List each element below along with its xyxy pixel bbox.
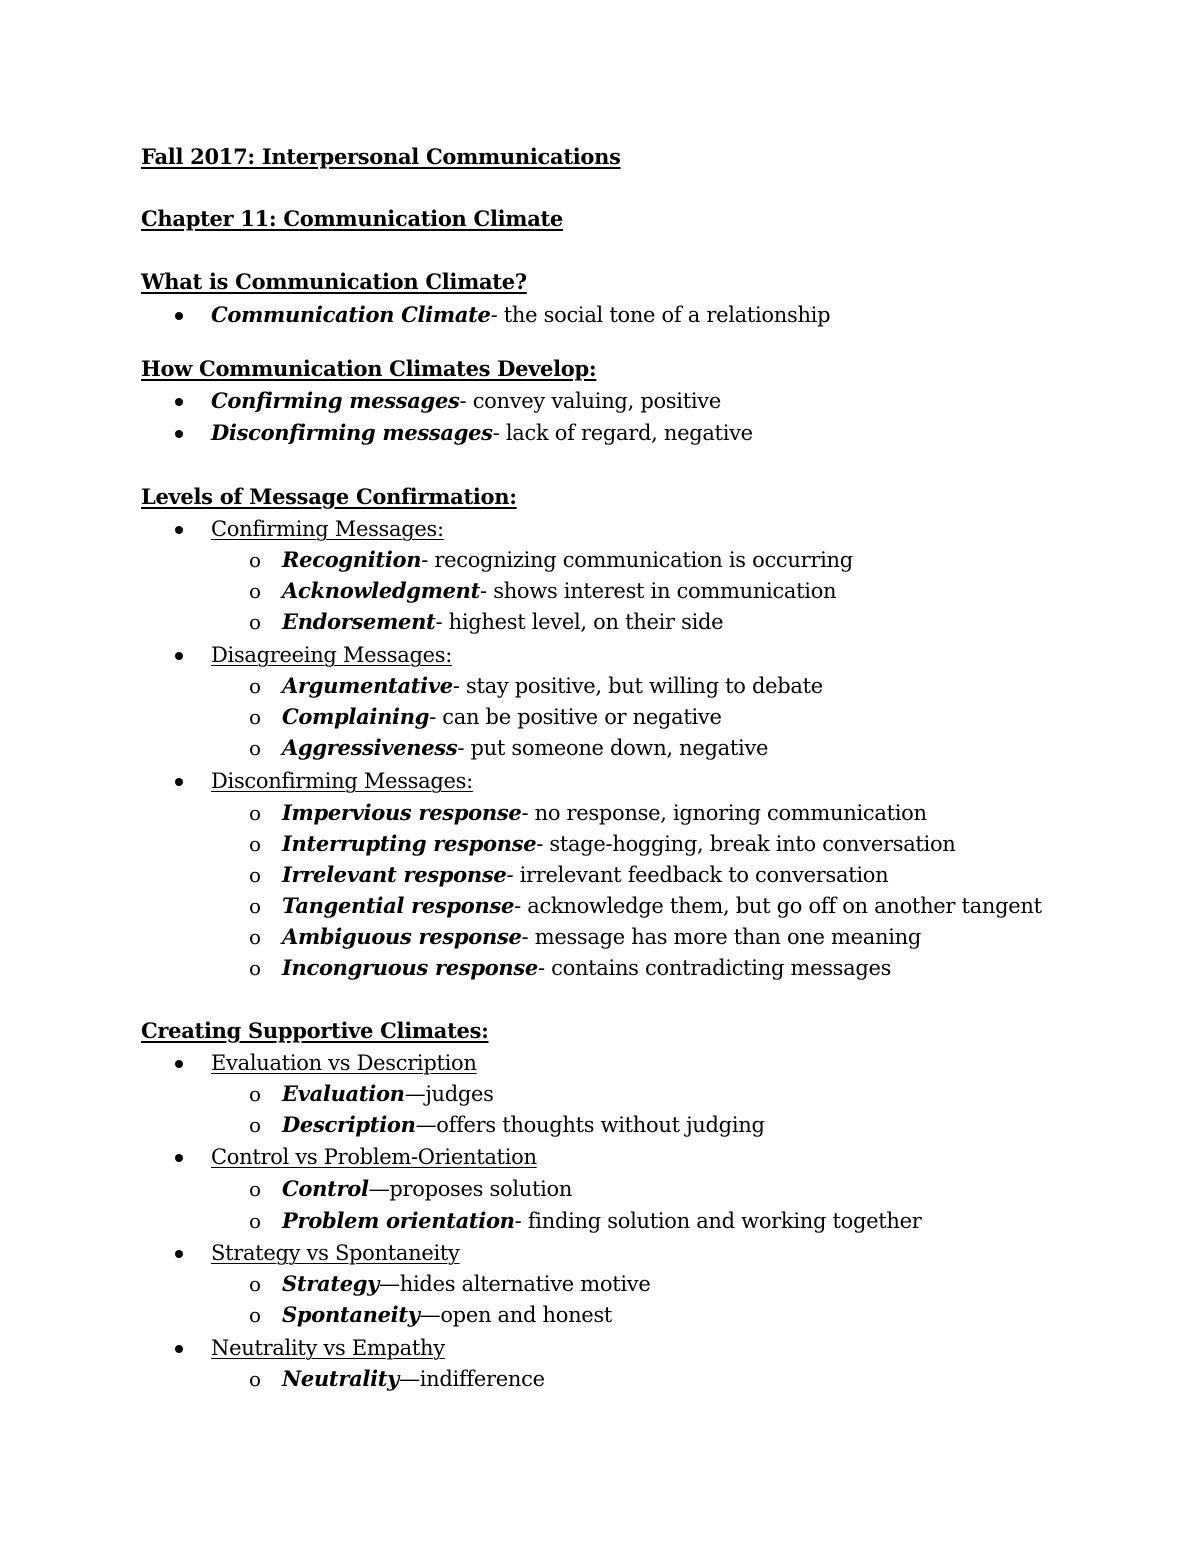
definition: - no response, ignoring communication bbox=[521, 801, 927, 825]
circle-bullet-icon: o bbox=[249, 1303, 261, 1327]
definition: - acknowledge them, but go off on another tangent bbox=[514, 894, 1042, 918]
circle-bullet-icon: o bbox=[249, 832, 261, 856]
term: Tangential response bbox=[282, 893, 515, 918]
definition: - put someone down, negative bbox=[457, 736, 769, 760]
circle-bullet-icon: o bbox=[249, 1272, 261, 1296]
term: Neutrality bbox=[282, 1366, 400, 1391]
definition: —offers thoughts without judging bbox=[415, 1113, 765, 1137]
section-heading: How Communication Climates Develop: bbox=[141, 356, 597, 381]
term: Problem orientation bbox=[282, 1208, 515, 1233]
bullet-icon bbox=[175, 312, 183, 320]
circle-bullet-icon: o bbox=[249, 863, 261, 887]
document-page: Fall 2017: Interpersonal Communications Chapter 11: Communication Climate What is Communication Climate? Communication Climate- the social tone of a relationship How Communication Climates Develop: Confirming messages- convey valuing, positive Disconfirming messages- lack of regard, negative Levels of Message Confirmation: Confirming Messages: o Recognition- recognizing communication is occurring o Acknowledgment- shows interest in communication o Endorsement- highest level, on their side Disagreeing Messages: o Argumentative- stay positive, but willing to debate o Complaining- can be positive or negative o Aggressiveness- put someone down, negative Disconfirming Messages: o Impervious response- no response, ignoring communication o Interrupting response- stage-hogging, break into conversation o Irrelevant response- irrelevant feedback to conversation o Tangential response- acknowledge them, but go off on another tangent o Ambiguous response- message has more than one meaning o Incongruous response- contains contradicting messages Creating Supportive Climates: Evaluation vs Description o Evaluation—judges o Description—offers thoughts without judging Control vs Problem-Orientation o Control—proposes solution o Problem orientation- finding solution and working together Strategy vs Spontaneity o Strategy—hides alternative motive o Spontaneity—open and honest Neutrality vs Empathy o Neutrality—indifference bbox=[141, 144, 1042, 1391]
bullet-icon bbox=[175, 1345, 183, 1353]
term: Confirming messages bbox=[211, 388, 460, 413]
course-title: Fall 2017: Interpersonal Communications bbox=[141, 144, 621, 169]
circle-bullet-icon: o bbox=[249, 1209, 261, 1233]
circle-bullet-icon: o bbox=[249, 1082, 261, 1106]
definition: - shows interest in communication bbox=[480, 579, 837, 603]
circle-bullet-icon: o bbox=[249, 956, 261, 980]
term: Interrupting response bbox=[282, 831, 537, 856]
term: Irrelevant response bbox=[282, 862, 507, 887]
circle-bullet-icon: o bbox=[249, 1367, 261, 1391]
section-heading: Creating Supportive Climates: bbox=[141, 1018, 489, 1043]
term: Control bbox=[282, 1176, 369, 1201]
definition: —proposes solution bbox=[368, 1177, 573, 1201]
circle-bullet-icon: o bbox=[249, 736, 261, 760]
circle-bullet-icon: o bbox=[249, 894, 261, 918]
term: Evaluation bbox=[282, 1081, 405, 1106]
definition: - lack of regard, negative bbox=[492, 421, 753, 445]
term: Argumentative bbox=[282, 673, 453, 698]
definition: - highest level, on their side bbox=[435, 610, 724, 634]
definition: - message has more than one meaning bbox=[521, 925, 921, 949]
bullet-icon bbox=[175, 778, 183, 786]
term: Endorsement bbox=[282, 609, 436, 634]
term: Disconfirming messages bbox=[211, 420, 493, 445]
bullet-icon bbox=[175, 652, 183, 660]
definition: - finding solution and working together bbox=[514, 1209, 922, 1233]
term: Complaining bbox=[282, 704, 430, 729]
circle-bullet-icon: o bbox=[249, 1113, 261, 1137]
bullet-icon bbox=[175, 1250, 183, 1258]
circle-bullet-icon: o bbox=[249, 925, 261, 949]
definition: —judges bbox=[404, 1082, 494, 1106]
section-heading: Levels of Message Confirmation: bbox=[141, 484, 517, 509]
bullet-icon bbox=[175, 398, 183, 406]
section-heading: What is Communication Climate? bbox=[141, 269, 527, 294]
circle-bullet-icon: o bbox=[249, 674, 261, 698]
definition: - stay positive, but willing to debate bbox=[452, 674, 823, 698]
term: Impervious response bbox=[282, 800, 522, 825]
definition: - convey valuing, positive bbox=[459, 389, 721, 413]
definition: - can be positive or negative bbox=[429, 705, 722, 729]
definition: - recognizing communication is occurring bbox=[421, 548, 853, 572]
definition: - the social tone of a relationship bbox=[490, 303, 831, 327]
bullet-icon bbox=[175, 430, 183, 438]
term: Acknowledgment bbox=[282, 578, 481, 603]
circle-bullet-icon: o bbox=[249, 705, 261, 729]
term: Incongruous response bbox=[282, 955, 538, 980]
circle-bullet-icon: o bbox=[249, 548, 261, 572]
term: Strategy bbox=[282, 1271, 380, 1296]
circle-bullet-icon: o bbox=[249, 1177, 261, 1201]
term: Recognition bbox=[282, 547, 422, 572]
bullet-icon bbox=[175, 1060, 183, 1068]
definition: - stage-hogging, break into conversation bbox=[536, 832, 956, 856]
circle-bullet-icon: o bbox=[249, 579, 261, 603]
bullet-icon bbox=[175, 526, 183, 534]
term: Description bbox=[282, 1112, 416, 1137]
bullet-icon bbox=[175, 1154, 183, 1162]
circle-bullet-icon: o bbox=[249, 610, 261, 634]
definition: - irrelevant feedback to conversation bbox=[506, 863, 889, 887]
definition: —open and honest bbox=[419, 1303, 613, 1327]
term: Aggressiveness bbox=[282, 735, 458, 760]
chapter-title: Chapter 11: Communication Climate bbox=[141, 206, 563, 231]
term: Spontaneity bbox=[282, 1302, 420, 1327]
circle-bullet-icon: o bbox=[249, 801, 261, 825]
term: Communication Climate bbox=[211, 302, 491, 327]
definition: - contains contradicting messages bbox=[537, 956, 892, 980]
definition: —indifference bbox=[399, 1367, 545, 1391]
term: Ambiguous response bbox=[282, 924, 522, 949]
definition: —hides alternative motive bbox=[379, 1272, 651, 1296]
